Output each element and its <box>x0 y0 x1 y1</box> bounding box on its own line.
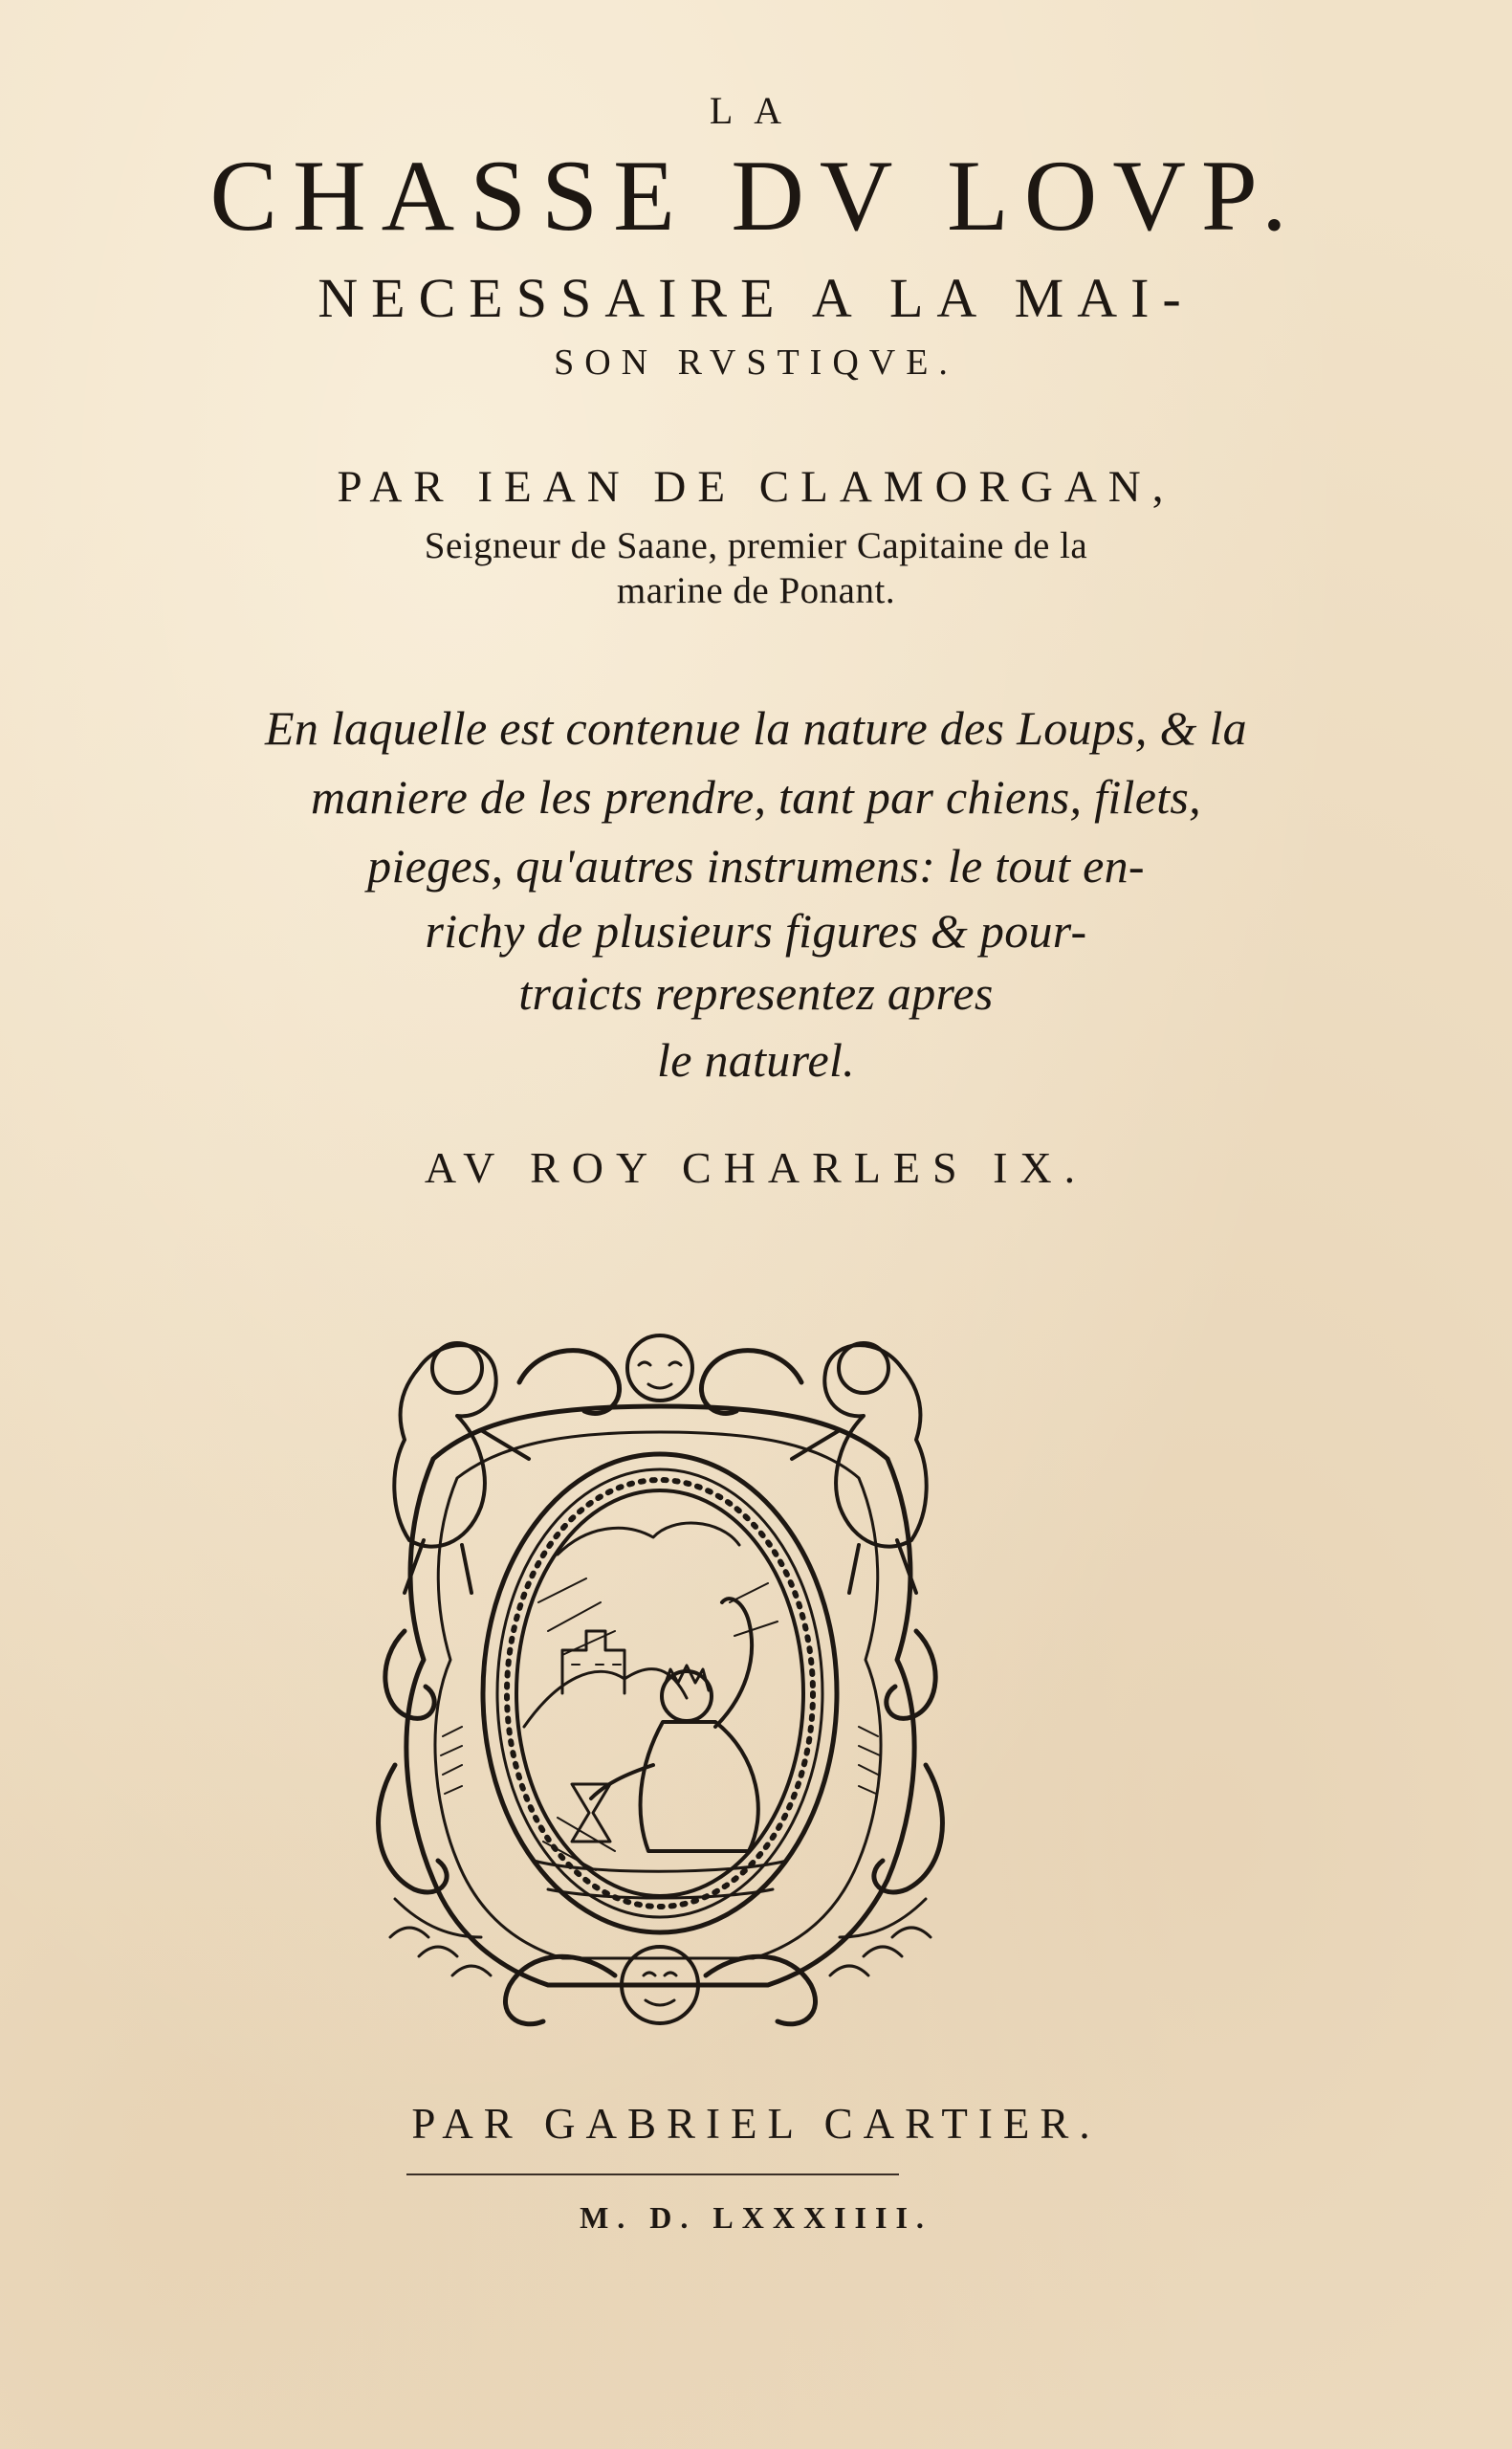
title-line-necessaire: NECESSAIRE A LA MAI- <box>318 267 1194 329</box>
title-line-la: LA <box>709 89 803 132</box>
author-title-line-1: Seigneur de Saane, premier Capitaine de la <box>424 525 1088 566</box>
description-line-2: maniere de les prendre, tant par chiens, filets, <box>311 770 1201 824</box>
author-title-line-2: marine de Ponant. <box>616 570 896 611</box>
description-line-3: pieges, qu'autres instrumens: le tout en- <box>367 839 1145 893</box>
title-line-son: SON RVSTIQVE. <box>554 342 958 383</box>
horizontal-rule <box>406 2173 899 2175</box>
imprint-date: M. D. LXXXIIII. <box>580 2200 932 2235</box>
description-line-5: traicts representez apres <box>518 966 994 1020</box>
printer-device-woodcut-icon <box>366 1315 954 2039</box>
description-line-1: En laquelle est contenue la nature des Loups, & la <box>265 701 1247 755</box>
printer-line: PAR GABRIEL CARTIER. <box>411 2100 1101 2148</box>
author-line: PAR IEAN DE CLAMORGAN, <box>337 462 1175 512</box>
description-line-4: richy de plusieurs figures & pour- <box>425 904 1087 958</box>
title-line-chasse: CHASSE DV LOVP. <box>209 140 1303 252</box>
dedication: AV ROY CHARLES IX. <box>424 1143 1088 1192</box>
description-line-6: le naturel. <box>657 1033 855 1087</box>
